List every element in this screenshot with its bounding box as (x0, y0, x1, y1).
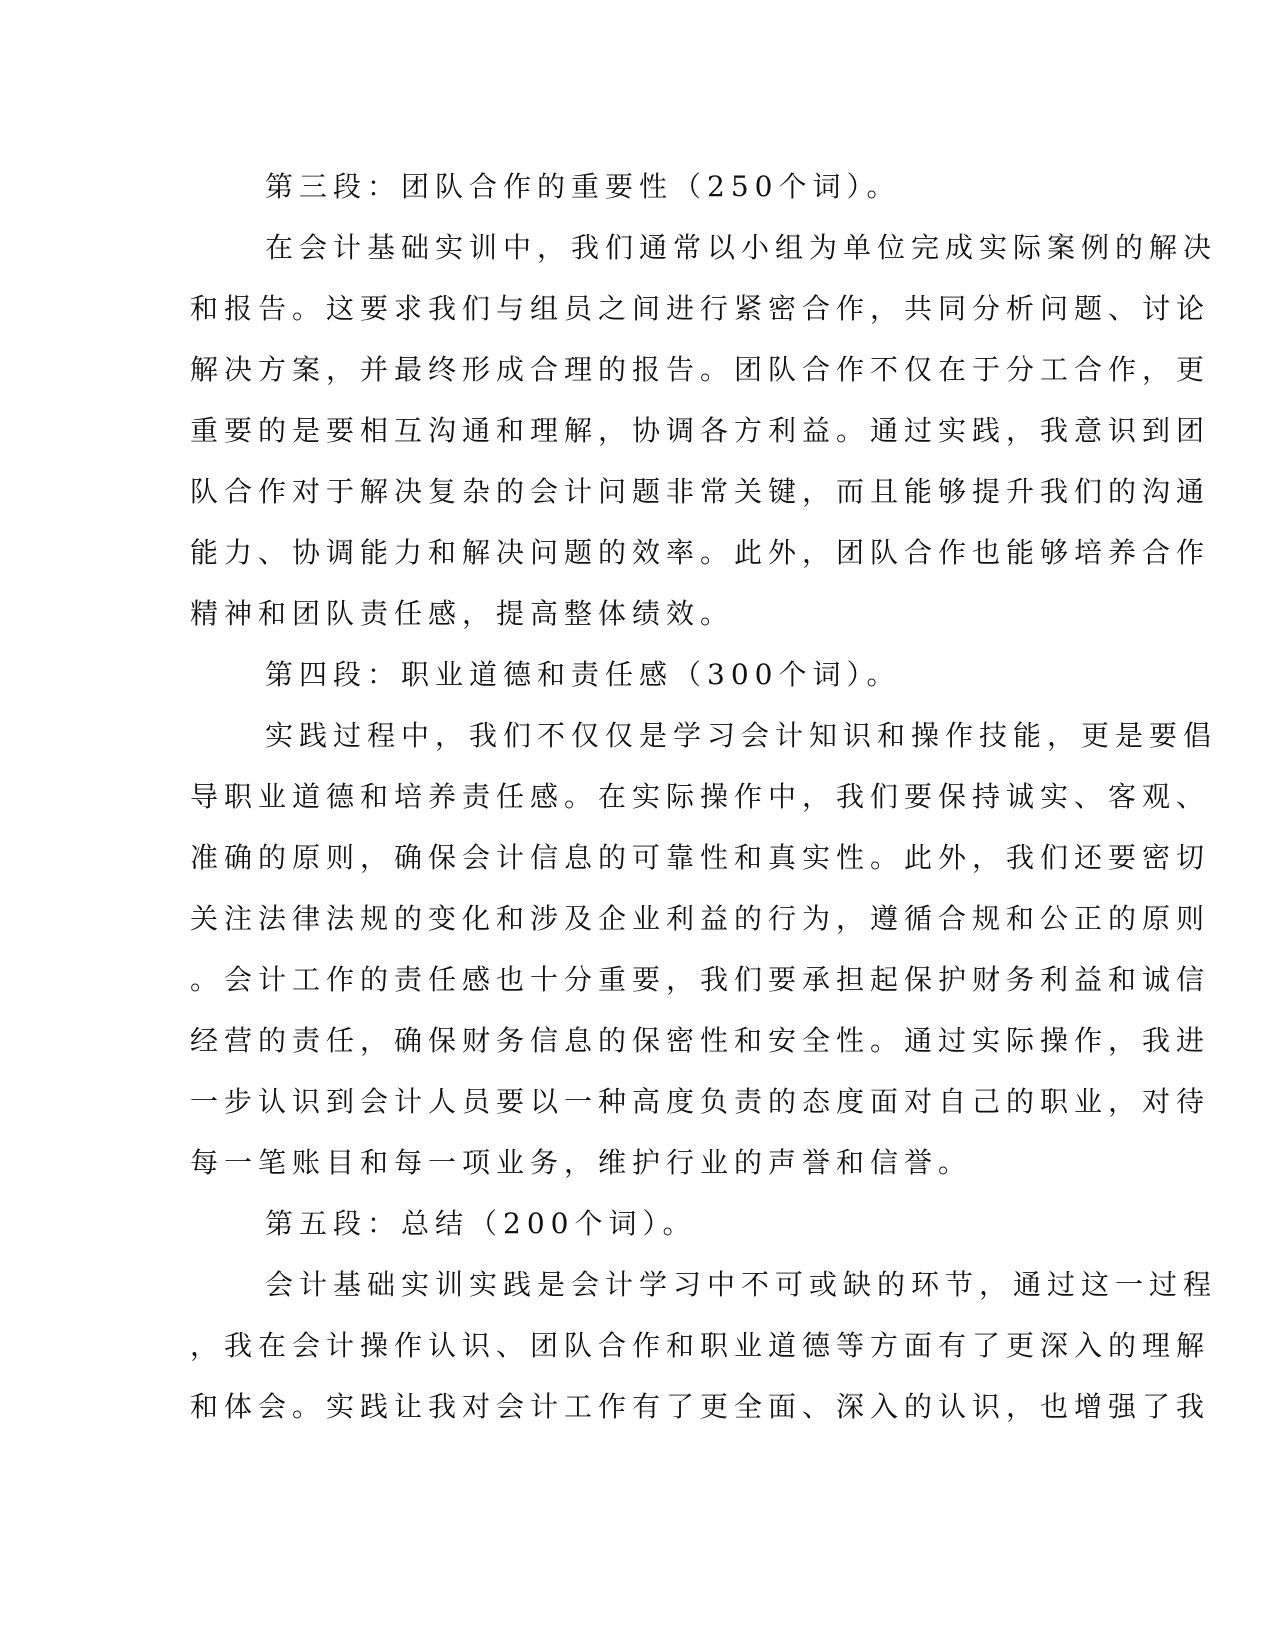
paragraph-line: 准确的原则，确保会计信息的可靠性和真实性。此外，我们还要密切 (190, 841, 1211, 874)
paragraph-line: 精神和团队责任感，提高整体绩效。 (190, 597, 735, 630)
paragraph-line: 解决方案，并最终形成合理的报告。团队合作不仅在于分工合作，更 (190, 353, 1211, 386)
section-heading-5: 第五段：总结（200个词）。 (265, 1207, 697, 1240)
paragraph-line: 关注法律法规的变化和涉及企业利益的行为，遵循合规和公正的原则 (190, 902, 1211, 935)
paragraph-line: 能力、协调能力和解决问题的效率。此外，团队合作也能够培养合作 (190, 536, 1211, 569)
paragraph-line: 一步认识到会计人员要以一种高度负责的态度面对自己的职业，对待 (190, 1085, 1211, 1118)
paragraph-line: 会计基础实训实践是会计学习中不可或缺的环节，通过这一过程 (265, 1268, 1218, 1301)
paragraph-line: 和报告。这要求我们与组员之间进行紧密合作，共同分析问题、讨论 (190, 292, 1211, 325)
section-heading-4: 第四段：职业道德和责任感（300个词）。 (265, 658, 901, 691)
paragraph-line: 实践过程中，我们不仅仅是学习会计知识和操作技能，更是要倡 (265, 719, 1218, 752)
paragraph-line: 和体会。实践让我对会计工作有了更全面、深入的认识，也增强了我 (190, 1390, 1211, 1423)
document-body (190, 156, 1218, 1437)
paragraph-line: ，我在会计操作认识、团队合作和职业道德等方面有了更深入的理解 (190, 1329, 1211, 1362)
paragraph-line: 重要的是要相互沟通和理解，协调各方利益。通过实践，我意识到团 (190, 414, 1211, 447)
paragraph-line: 。会计工作的责任感也十分重要，我们要承担起保护财务利益和诚信 (190, 963, 1211, 996)
paragraph-line: 导职业道德和培养责任感。在实际操作中，我们要保持诚实、客观、 (190, 780, 1211, 813)
paragraph-line: 每一笔账目和每一项业务，维护行业的声誉和信誉。 (190, 1146, 973, 1179)
paragraph-line: 经营的责任，确保财务信息的保密性和安全性。通过实际操作，我进 (190, 1024, 1211, 1057)
section-heading-3: 第三段：团队合作的重要性（250个词）。 (265, 170, 901, 203)
paragraph-line: 在会计基础实训中，我们通常以小组为单位完成实际案例的解决 (265, 231, 1218, 264)
paragraph-line: 队合作对于解决复杂的会计问题非常关键，而且能够提升我们的沟通 (190, 475, 1211, 508)
